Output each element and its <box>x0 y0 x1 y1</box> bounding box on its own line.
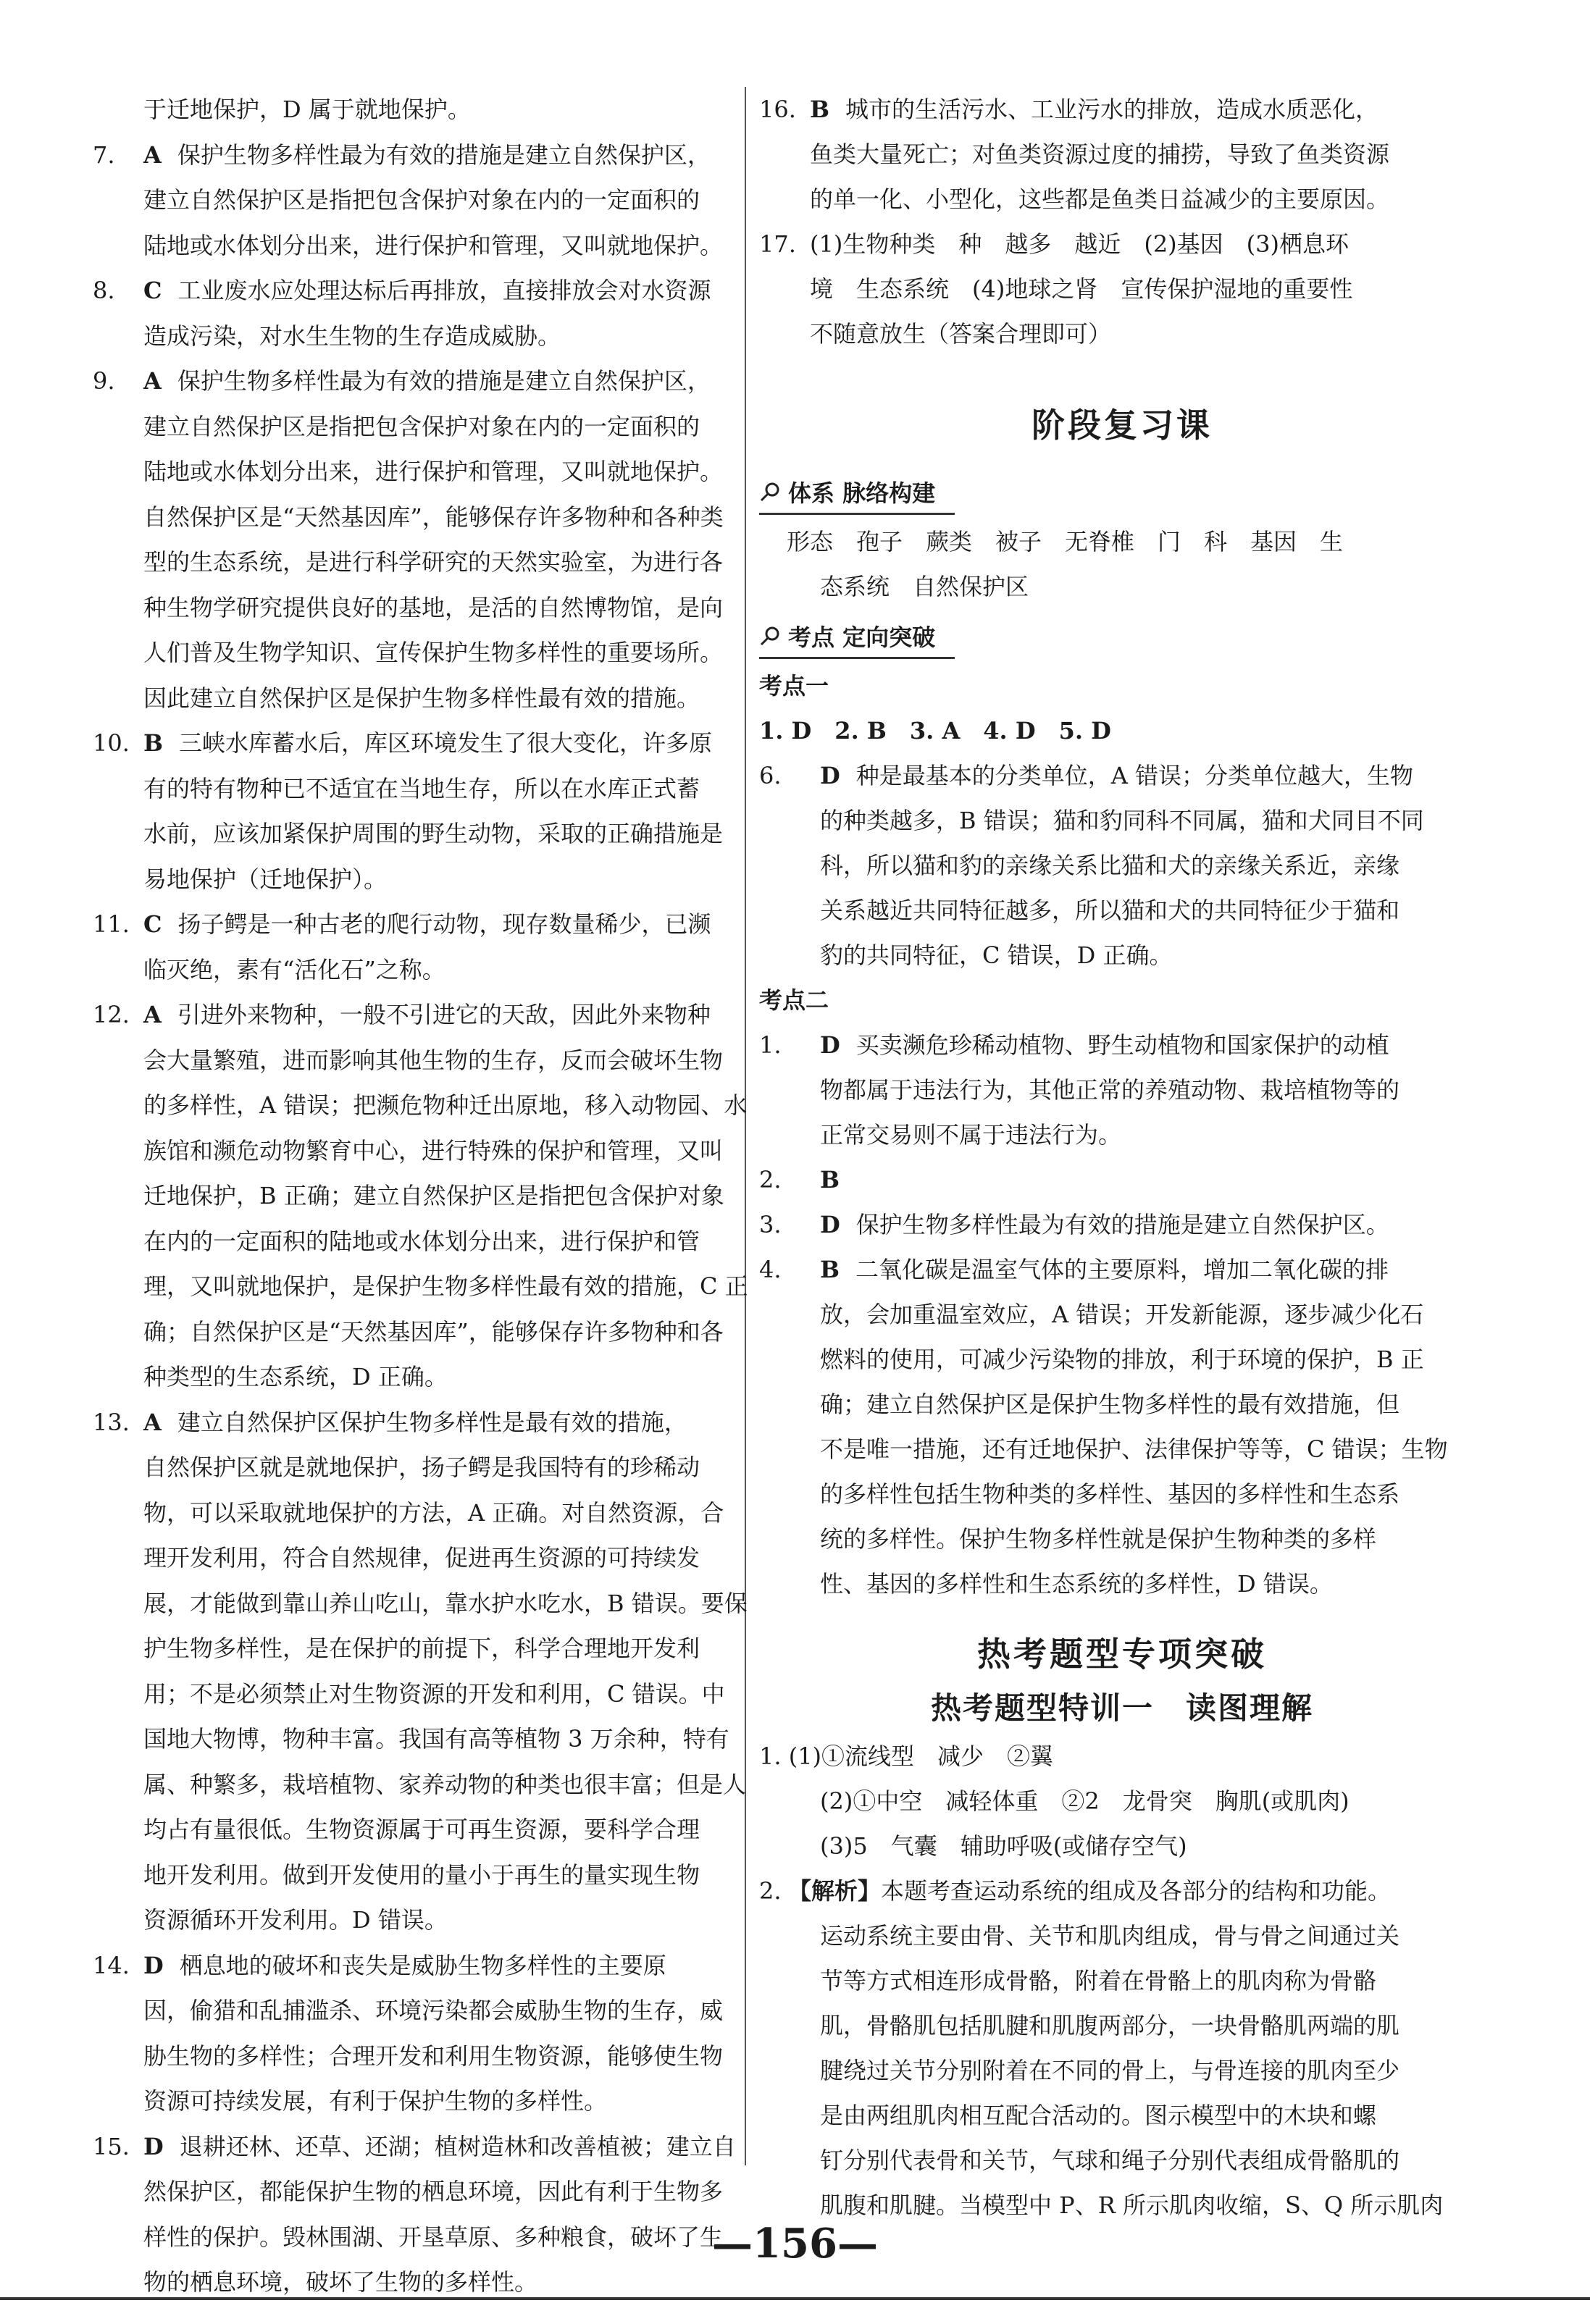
answer-text: 三峡水库蓄水后，库区环境发生了很大变化，许多原 <box>179 729 713 757</box>
answer-text: 扬子鳄是一种古老的爬行动物，现存数量稀少，已濒 <box>177 910 711 938</box>
answer-line <box>93 2034 821 2079</box>
answer-text: 的种类越多，B 错误；猫和豹同科不同属，猫和犬同目不同 <box>820 807 1424 834</box>
answer-line <box>93 404 821 450</box>
answer-text: 陆地或水体划分出来，进行保护和管理，又叫就地保护。 <box>143 458 724 485</box>
answer-letter: D <box>143 2132 164 2160</box>
answer-line <box>93 1490 821 1536</box>
answer-line <box>93 1716 821 1762</box>
answer-text: 建立自然保护区保护生物多样性是最有效的措施， <box>177 1408 687 1436</box>
answer-item <box>759 1247 1485 1292</box>
answer-item <box>759 222 1485 267</box>
answer-line <box>93 1173 821 1219</box>
answer-line <box>93 1445 821 1490</box>
answer-item <box>93 87 821 133</box>
answer-item <box>759 1202 1485 1247</box>
answer-text: 确；自然保护区是“天然基因库”，能够保存许多物种和各 <box>143 1317 724 1346</box>
answer-line <box>759 1472 1485 1517</box>
answer-text: 理，又叫就地保护，是保护生物多样性最有效的措施，C 正 <box>143 1272 748 1300</box>
answer-line <box>93 1038 821 1083</box>
analysis-line <box>759 2093 1485 2138</box>
key-point-2-items <box>759 1023 1485 1606</box>
answer-line <box>93 495 821 540</box>
answer-text: 自然保护区就是就地保护，扬子鳄是我国特有的珍稀动 <box>143 1453 700 1481</box>
answer-text: 地开发利用。做到开发使用的量小于再生的量实现生物 <box>143 1861 700 1889</box>
answers-16-17 <box>759 87 1485 356</box>
answer-line <box>93 1581 821 1627</box>
answer-text: 展，才能做到靠山养山吃山，靠水护水吃水，B 错误。要保 <box>143 1589 748 1617</box>
answer-line <box>93 857 821 902</box>
answer-line <box>759 1517 1485 1561</box>
answer-line <box>93 177 821 223</box>
answer-text: 迁地保护，B 正确；建立自然保护区是指把包含保护对象 <box>143 1182 724 1209</box>
answer-text: 关系越近共同特征越多，所以猫和犬的共同特征少于猫和 <box>820 897 1400 924</box>
answer-line <box>93 1309 821 1355</box>
answer-text: 引进外来物种，一般不引进它的天敌，因此外来物种 <box>177 1001 711 1028</box>
item-number: 13. <box>93 1408 130 1436</box>
answer-letter: C <box>143 910 162 938</box>
answer-line <box>93 1354 821 1400</box>
answer-text: 会大量繁殖，进而影响其他生物的生存，反而会破坏生物 <box>143 1046 724 1074</box>
magnifier-icon <box>759 481 781 503</box>
answer-item <box>759 1023 1485 1067</box>
item-number: 2. <box>759 1877 782 1905</box>
answer-text: 陆地或水体划分出来，进行保护和管理，又叫就地保护。 <box>143 231 724 259</box>
answer-letter: D <box>820 1211 840 1238</box>
answer-text: 种类型的生态系统，D 正确。 <box>143 1363 448 1390</box>
answer-line <box>93 811 821 857</box>
answer-letter: A <box>143 140 162 169</box>
answer-line <box>759 888 1485 933</box>
answer-line <box>93 223 821 269</box>
answer-letter: A <box>143 1001 162 1028</box>
answer-line <box>93 1853 821 1898</box>
answer-letter: B <box>820 1256 840 1283</box>
answer-line <box>93 947 821 993</box>
answer-line <box>759 1382 1485 1427</box>
magnifier-icon <box>759 625 781 647</box>
key-point-1-title: 考点一 <box>759 672 829 700</box>
answer-line <box>93 766 821 812</box>
answer-text: 属、种繁多，栽培植物、家养动物的种类也很丰富；但是人 <box>143 1770 747 1798</box>
section-subtitle: 热考题型特训一 读图理解 <box>930 1690 1313 1726</box>
analysis-text: 本题考查运动系统的组成及各部分的结构和功能。 <box>881 1877 1392 1905</box>
answer-letter: B <box>143 729 164 757</box>
analysis-line <box>759 2138 1485 2183</box>
item-number: 1. <box>759 1031 782 1059</box>
answer-line <box>93 585 821 631</box>
framework-line: 态系统 自然保护区 <box>820 573 1029 600</box>
key-point-1-answers: 1. D 2. B 3. A 4. D 5. D <box>759 717 1111 744</box>
answer-line <box>93 1807 821 1853</box>
answer-item <box>759 1157 1485 1202</box>
answer-line <box>93 1897 821 1943</box>
answer-line <box>759 798 1485 843</box>
item-number: 2. <box>759 1166 782 1194</box>
item-number: 9. <box>93 367 115 395</box>
answer-text: 鱼类大量死亡；对鱼类资源过度的捕捞，导致了鱼类资源 <box>810 140 1390 168</box>
answer-letter: B <box>810 96 830 123</box>
answer-text: 理开发利用，符合自然规律，促进再生资源的可持续发 <box>143 1544 700 1572</box>
answer-text: 用；不是必须禁止对生物资源的开发和利用，C 错误。中 <box>143 1679 725 1708</box>
answer-text: 买卖濒危珍稀动植物、野生动植物和国家保护的动植 <box>855 1031 1389 1059</box>
question-2-analysis <box>759 1868 1485 2228</box>
answer-item <box>93 268 821 314</box>
item-number: 8. <box>93 277 115 304</box>
answer-letter: B <box>820 1166 840 1194</box>
tag-label: 考点 定向突破 <box>788 624 936 651</box>
item-number: 12. <box>93 1001 130 1028</box>
answer-text: 保护生物多样性最为有效的措施是建立自然保护区。 <box>855 1211 1389 1238</box>
page-number: —156— <box>712 2220 878 2268</box>
analysis-tag: 【解析】 <box>788 1877 882 1905</box>
item-number: 11. <box>93 910 130 938</box>
answer-line <box>759 1067 1485 1112</box>
answer-text: 建立自然保护区是指把包含保护对象在内的一定面积的 <box>143 412 700 440</box>
answer-item <box>93 1400 821 1446</box>
answer-text: 国地大物博，物种丰富。我国有高等植物 3 万余种，特有 <box>143 1725 729 1753</box>
answer-text: 因，偷猎和乱捕滥杀、环境污染都会威胁生物的生存，威 <box>143 1997 724 2024</box>
answer-letter: D <box>820 762 840 789</box>
answer-letter: D <box>820 1031 840 1059</box>
item-number: 3. <box>759 1211 782 1238</box>
answer-line <box>759 1427 1485 1472</box>
answer-text: 放，会加重温室效应，A 错误；开发新能源，逐步减少化石 <box>820 1301 1424 1328</box>
answer-text: 的多样性，A 错误；把濒危物种迁出原地，移入动物园、水 <box>143 1091 748 1119</box>
answer-text: 资源循环开发利用。D 错误。 <box>143 1906 448 1934</box>
answer-line <box>93 1219 821 1264</box>
answer-item <box>93 358 821 404</box>
answer-text: 有的特有物种已不适宜在当地生存，所以在水库正式蓄 <box>143 774 700 802</box>
analysis-first-line <box>759 1868 1485 1913</box>
answer-line <box>93 1671 821 1717</box>
item-number: 14. <box>93 1951 130 1979</box>
item-number: 16. <box>759 96 796 123</box>
item-number: 17. <box>759 230 796 258</box>
answer-line <box>93 1535 821 1581</box>
answer-line <box>93 1083 821 1128</box>
answer-line <box>759 1337 1485 1382</box>
answer-text: 正常交易则不属于违法行为。 <box>820 1121 1122 1149</box>
answer-text: 种生物学研究提供良好的基地，是活的自然博物馆，是向 <box>143 593 724 621</box>
answer-item <box>759 753 1485 798</box>
answer-line <box>759 177 1485 222</box>
answer-text: 的多样性包括生物种类的多样性、基因的多样性和生态系 <box>820 1480 1400 1508</box>
analysis-text: 节等方式相连形成骨骼，附着在骨骼上的肌肉称为骨骼 <box>820 1967 1377 1994</box>
answer-text: 退耕还林、还草、还湖；植树造林和改善植被；建立自 <box>179 2132 736 2160</box>
key-point-2-title: 考点二 <box>759 986 829 1014</box>
answer-text: 族馆和濒危动物繁育中心，进行特殊的保护和管理，又叫 <box>143 1136 724 1165</box>
answer-text: 不是唯一措施，还有迁地保护、法律保护等等，C 错误；生物 <box>820 1435 1448 1463</box>
answer-line <box>93 630 821 676</box>
analysis-line <box>759 2003 1485 2048</box>
answer-letter: A <box>143 367 162 395</box>
answer-line <box>93 676 821 721</box>
answer-text: 造成污染，对水生生物的生存造成威胁。 <box>143 322 561 350</box>
answer-text: 在内的一定面积的陆地或水体划分出来，进行保护和管 <box>143 1227 700 1255</box>
answer-text: 型的生态系统，是进行科学研究的天然实验室，为进行各 <box>143 548 724 576</box>
answer-text: 护生物多样性，是在保护的前提下，科学合理地开发利 <box>143 1635 700 1662</box>
analysis-text: 肌，骨骼肌包括肌腱和肌腹两部分，一块骨骼肌两端的肌 <box>820 2012 1400 2039</box>
answer-line <box>759 1112 1485 1157</box>
item-number: 4. <box>759 1256 782 1283</box>
answer-text: 因此建立自然保护区是保护生物多样性最有效的措施。 <box>143 684 700 712</box>
answer-text: 豹的共同特征，C 错误，D 正确。 <box>820 941 1173 969</box>
answer-line <box>759 267 1485 311</box>
answer-text: 胁生物的多样性；合理开发和利用生物资源，能够使生物 <box>143 2042 724 2070</box>
answer-text: 建立自然保护区是指把包含保护对象在内的一定面积的 <box>143 186 700 214</box>
answer-line <box>93 1128 821 1174</box>
answer-text: 不随意放生（答案合理即可） <box>810 320 1112 348</box>
answer-text: (1)生物种类 种 越多 越近 (2)基因 (3)栖息环 <box>810 230 1349 258</box>
answer-line <box>759 843 1485 888</box>
answer-text: 均占有量很低。生物资源属于可再生资源，要科学合理 <box>143 1816 700 1843</box>
hot-topic-line: (3)5 气囊 辅助呼吸(或储存空气) <box>820 1832 1187 1860</box>
hot-topic-line: 1. (1)①流线型 减少 ②翼 <box>759 1742 1054 1770</box>
answer-text: 科，所以猫和豹的亲缘关系比猫和犬的亲缘关系近，亲缘 <box>820 852 1400 879</box>
section-title-hot-topics: 热考题型专项突破 <box>977 1635 1267 1674</box>
answer-line <box>759 1292 1485 1337</box>
analysis-text: 是由两组肌肉相互配合活动的。图示模型中的木块和螺 <box>820 2102 1377 2129</box>
answer-text: 性、基因的多样性和生态系统的多样性，D 错误。 <box>820 1570 1333 1598</box>
answer-item <box>93 1943 821 1989</box>
analysis-line <box>759 2048 1485 2093</box>
analysis-text: 钉分别代表骨和关节，气球和绳子分别代表组成骨骼肌的 <box>820 2147 1400 2174</box>
answer-text: 然保护区，都能保护生物的栖息环境，因此有利于生物多 <box>143 2178 724 2205</box>
answer-line <box>759 132 1485 177</box>
item-number: 15. <box>93 2132 130 2160</box>
answer-text: 保护生物多样性最为有效的措施是建立自然保护区， <box>177 140 711 169</box>
analysis-line <box>759 1958 1485 2003</box>
answer-text: 工业废水应处理达标后再排放，直接排放会对水资源 <box>177 277 711 304</box>
answer-text: 自然保护区是“天然基因库”，能够保存许多物种和各种类 <box>143 503 724 531</box>
analysis-line <box>759 1913 1485 1958</box>
answer-item <box>93 902 821 947</box>
answer-item <box>93 2124 821 2170</box>
right-column <box>759 87 1485 2228</box>
tag-label: 体系 脉络构建 <box>788 479 936 507</box>
hot-topic-line: (2)①中空 减轻体重 ②2 龙骨突 胸肌(或肌肉) <box>820 1787 1350 1815</box>
answer-line <box>759 1561 1485 1606</box>
answer-text: 物，可以采取就地保护的方法，A 正确。对自然资源，合 <box>143 1498 724 1527</box>
answer-text: 城市的生活污水、工业污水的排放，造成水质恶化， <box>845 96 1379 123</box>
framework-answers <box>759 519 1485 609</box>
answer-item <box>93 133 821 178</box>
answer-text: 水前，应该加紧保护周围的野生动物，采取的正确措施是 <box>143 820 724 847</box>
answer-item <box>759 87 1485 132</box>
answer-line <box>93 1762 821 1808</box>
answer-letter: A <box>143 1408 162 1436</box>
section-title-review: 阶段复习课 <box>1032 406 1213 445</box>
analysis-text: 肌腹和肌腱。当模型中 P、R 所示肌肉收缩，S、Q 所示肌肉 <box>820 2191 1444 2219</box>
left-column <box>93 87 821 2305</box>
framework-line: 形态 孢子 蕨类 被子 无脊椎 门 科 基因 生 <box>787 528 1344 555</box>
answer-line <box>93 1626 821 1671</box>
item-number: 7. <box>93 140 115 169</box>
answer-text: 于迁地保护，D 属于就地保护。 <box>143 96 471 123</box>
answer-line <box>93 2169 821 2215</box>
answer-line <box>759 311 1485 356</box>
answer-item <box>93 992 821 1038</box>
answer-letter: C <box>143 277 162 304</box>
answer-text: 资源可持续发展，有利于保护生物的多样性。 <box>143 2087 608 2115</box>
answer-line <box>759 933 1485 978</box>
tag-system-framework <box>759 471 955 515</box>
answer-line <box>93 1264 821 1309</box>
bottom-rule <box>0 2297 1590 2300</box>
answer-text: 种是最基本的分类单位，A 错误；分类单位越大，生物 <box>855 762 1414 789</box>
answer-text: 保护生物多样性最为有效的措施是建立自然保护区， <box>177 367 711 395</box>
answer-letter: D <box>143 1951 164 1979</box>
answer-text: 确；建立自然保护区是保护生物多样性的最有效措施，但 <box>820 1390 1400 1418</box>
answer-item <box>93 721 821 766</box>
answer-line <box>93 314 821 359</box>
analysis-text: 运动系统主要由骨、关节和肌肉组成，骨与骨之间通过关 <box>820 1922 1400 1950</box>
answer-text: 二氧化碳是温室气体的主要原料，增加二氧化碳的排 <box>855 1256 1389 1283</box>
answer-text: 样性的保护。毁林围湖、开垦草原、多种粮食，破坏了生 <box>143 2223 724 2251</box>
answer-text: 临灭绝，素有“活化石”之称。 <box>143 955 445 983</box>
answer-text: 统的多样性。保护生物多样性就是保护生物种类的多样 <box>820 1525 1377 1553</box>
answer-text: 境 生态系统 (4)地球之肾 宣传保护湿地的重要性 <box>810 275 1353 303</box>
answer-text: 燃料的使用，可减少污染物的排放，利于环境的保护，B 正 <box>820 1346 1424 1373</box>
answer-line <box>93 449 821 495</box>
answer-text: 物的栖息环境，破坏了生物的多样性。 <box>143 2268 538 2296</box>
answer-text: 人们普及生物学知识、宣传保护生物多样性的重要场所。 <box>143 639 724 666</box>
item-number: 6. <box>759 762 782 789</box>
answer-text: 栖息地的破坏和丧失是威胁生物多样性的主要原 <box>179 1951 666 1979</box>
answer-text: 易地保护（迁地保护）。 <box>143 865 388 893</box>
answer-text: 物都属于违法行为，其他正常的养殖动物、栽培植物等的 <box>820 1076 1400 1104</box>
answer-text: 的单一化、小型化，这些都是鱼类日益减少的主要原因。 <box>810 185 1390 213</box>
tag-key-points <box>759 615 955 659</box>
answer-line <box>93 1988 821 2034</box>
key-point-1-items <box>759 753 1485 978</box>
answer-line <box>93 540 821 585</box>
item-number: 10. <box>93 729 130 757</box>
analysis-text: 腱绕过关节分别附着在不同的骨上，与骨连接的肌肉至少 <box>820 2057 1400 2084</box>
answer-line <box>93 2078 821 2124</box>
hot-topic-answers <box>759 1734 1485 1868</box>
